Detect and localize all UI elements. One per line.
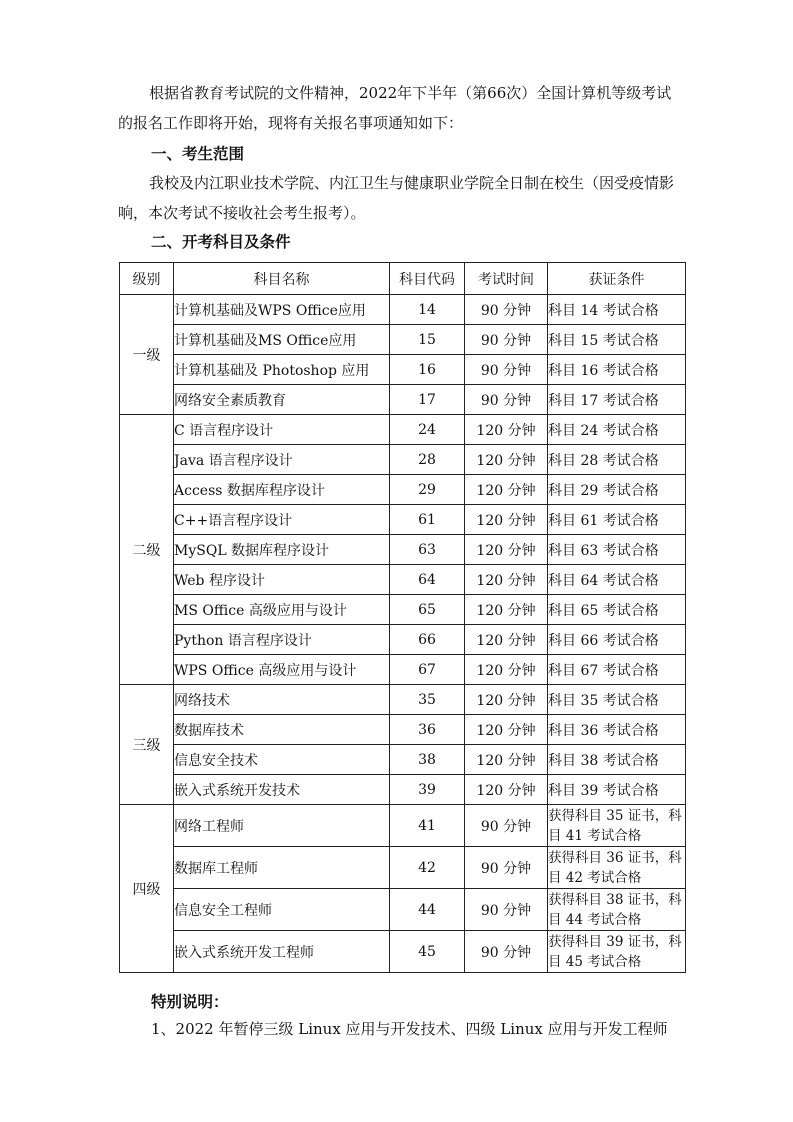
- subject-name-cell: 数据库工程师: [174, 847, 390, 889]
- subject-name-cell: 计算机基础及WPS Office应用: [174, 295, 390, 325]
- table-row: [120, 775, 686, 805]
- subject-code-cell: 36: [390, 715, 465, 745]
- table-row: [120, 625, 686, 655]
- exam-time-cell: 90 分钟: [465, 889, 548, 931]
- level-cell: 三级: [120, 685, 174, 805]
- subject-name-cell: 信息安全工程师: [174, 889, 390, 931]
- table-row: [120, 565, 686, 595]
- cert-condition-cell: 科目 24 考试合格: [548, 415, 686, 445]
- cert-condition-cell: 科目 14 考试合格: [548, 295, 686, 325]
- exam-time-cell: 120 分钟: [465, 535, 548, 565]
- subject-name-cell: 数据库技术: [174, 715, 390, 745]
- table-row: [120, 715, 686, 745]
- section-heading-subjects: 二、开考科目及条件: [151, 233, 291, 251]
- notes-heading: 特别说明：: [151, 993, 229, 1011]
- subject-code-cell: 38: [390, 745, 465, 775]
- subject-name-cell: 网络安全素质教育: [174, 385, 390, 415]
- cert-condition-cell: 获得科目 36 证书，科目 42 考试合格: [548, 847, 686, 889]
- cert-condition-cell: 获得科目 39 证书，科目 45 考试合格: [548, 931, 686, 973]
- cert-condition-cell: 科目 39 考试合格: [548, 775, 686, 805]
- exam-time-cell: 120 分钟: [465, 745, 548, 775]
- subject-name-cell: Java 语言程序设计: [174, 445, 390, 475]
- cert-condition-cell: 科目 36 考试合格: [548, 715, 686, 745]
- subject-name-cell: Access 数据库程序设计: [174, 475, 390, 505]
- subject-code-cell: 15: [390, 325, 465, 355]
- exam-time-cell: 120 分钟: [465, 775, 548, 805]
- section-heading-scope: 一、考生范围: [151, 145, 245, 163]
- cert-condition-cell: 科目 66 考试合格: [548, 625, 686, 655]
- subject-name-cell: C++语言程序设计: [174, 505, 390, 535]
- cert-condition-cell: 科目 64 考试合格: [548, 565, 686, 595]
- cert-condition-cell: 科目 67 考试合格: [548, 655, 686, 685]
- subject-name-cell: C 语言程序设计: [174, 415, 390, 445]
- header-exam-time: 考试时间: [465, 263, 548, 295]
- subject-code-cell: 45: [390, 931, 465, 973]
- cert-condition-cell: 科目 38 考试合格: [548, 745, 686, 775]
- subject-code-cell: 63: [390, 535, 465, 565]
- subject-code-cell: 67: [390, 655, 465, 685]
- subject-code-cell: 24: [390, 415, 465, 445]
- exam-time-cell: 120 分钟: [465, 715, 548, 745]
- subject-name-cell: MS Office 高级应用与设计: [174, 595, 390, 625]
- subject-code-cell: 28: [390, 445, 465, 475]
- cert-condition-cell: 获得科目 35 证书，科目 41 考试合格: [548, 805, 686, 847]
- cert-condition-cell: 科目 65 考试合格: [548, 595, 686, 625]
- exam-time-cell: 120 分钟: [465, 505, 548, 535]
- intro-paragraph: 根据省教育考试院的文件精神，2022年下半年（第66次）全国计算机等级考试的报名工作即将开始，现将有关报名事项通知如下：: [118, 84, 672, 132]
- cert-condition-cell: 获得科目 38 证书，科目 44 考试合格: [548, 889, 686, 931]
- exam-time-cell: 120 分钟: [465, 685, 548, 715]
- subject-name-cell: Python 语言程序设计: [174, 625, 390, 655]
- subject-name-cell: 计算机基础及MS Office应用: [174, 325, 390, 355]
- notes-item-1: 1、2022 年暂停三级 Linux 应用与开发技术、四级 Linux 应用与开发工程师: [151, 1020, 668, 1038]
- subject-name-cell: MySQL 数据库程序设计: [174, 535, 390, 565]
- exam-time-cell: 120 分钟: [465, 445, 548, 475]
- cert-condition-cell: 科目 28 考试合格: [548, 445, 686, 475]
- exam-time-cell: 120 分钟: [465, 475, 548, 505]
- exam-time-cell: 90 分钟: [465, 295, 548, 325]
- subject-code-cell: 14: [390, 295, 465, 325]
- header-subject-name: 科目名称: [174, 263, 390, 295]
- table-row: [120, 847, 686, 889]
- exam-time-cell: 120 分钟: [465, 415, 548, 445]
- subject-name-cell: Web 程序设计: [174, 565, 390, 595]
- subject-code-cell: 35: [390, 685, 465, 715]
- table-row: [120, 889, 686, 931]
- table-row: [120, 475, 686, 505]
- exam-time-cell: 120 分钟: [465, 655, 548, 685]
- header-cert-condition: 获证条件: [548, 263, 686, 295]
- subject-code-cell: 41: [390, 805, 465, 847]
- table-row: [120, 295, 686, 325]
- exam-time-cell: 90 分钟: [465, 355, 548, 385]
- subject-code-cell: 39: [390, 775, 465, 805]
- cert-condition-cell: 科目 35 考试合格: [548, 685, 686, 715]
- cert-condition-cell: 科目 29 考试合格: [548, 475, 686, 505]
- exam-time-cell: 120 分钟: [465, 625, 548, 655]
- level-cell: 四级: [120, 805, 174, 973]
- exam-time-cell: 120 分钟: [465, 595, 548, 625]
- subjects-table: [119, 262, 686, 973]
- exam-time-cell: 90 分钟: [465, 805, 548, 847]
- subject-name-cell: 嵌入式系统开发工程师: [174, 931, 390, 973]
- subject-code-cell: 16: [390, 355, 465, 385]
- subject-code-cell: 66: [390, 625, 465, 655]
- cert-condition-cell: 科目 16 考试合格: [548, 355, 686, 385]
- subject-code-cell: 61: [390, 505, 465, 535]
- cert-condition-cell: 科目 15 考试合格: [548, 325, 686, 355]
- table-row: [120, 385, 686, 415]
- subject-code-cell: 44: [390, 889, 465, 931]
- subject-code-cell: 17: [390, 385, 465, 415]
- subject-name-cell: WPS Office 高级应用与设计: [174, 655, 390, 685]
- exam-time-cell: 120 分钟: [465, 565, 548, 595]
- table-header-row: [120, 263, 686, 295]
- subject-name-cell: 嵌入式系统开发技术: [174, 775, 390, 805]
- level-cell: 一级: [120, 295, 174, 415]
- scope-paragraph: 我校及内江职业技术学院、内江卫生与健康职业学院全日制在校生（因受疫情影响，本次考试不接收社会考生报考）。: [118, 174, 675, 222]
- subject-name-cell: 网络技术: [174, 685, 390, 715]
- header-level: 级别: [120, 263, 174, 295]
- cert-condition-cell: 科目 17 考试合格: [548, 385, 686, 415]
- level-cell: 二级: [120, 415, 174, 685]
- header-subject-code: 科目代码: [390, 263, 465, 295]
- table-row: [120, 805, 686, 847]
- table-row: [120, 931, 686, 973]
- table-row: [120, 745, 686, 775]
- exam-time-cell: 90 分钟: [465, 931, 548, 973]
- exam-time-cell: 90 分钟: [465, 385, 548, 415]
- subject-code-cell: 64: [390, 565, 465, 595]
- exam-time-cell: 90 分钟: [465, 325, 548, 355]
- table-row: [120, 535, 686, 565]
- subject-code-cell: 65: [390, 595, 465, 625]
- subject-name-cell: 计算机基础及 Photoshop 应用: [174, 355, 390, 385]
- table-row: [120, 415, 686, 445]
- table-row: [120, 325, 686, 355]
- table-row: [120, 685, 686, 715]
- subject-code-cell: 42: [390, 847, 465, 889]
- table-body: [120, 295, 686, 973]
- table-row: [120, 655, 686, 685]
- table-row: [120, 445, 686, 475]
- table-row: [120, 505, 686, 535]
- table-row: [120, 595, 686, 625]
- subject-code-cell: 29: [390, 475, 465, 505]
- exam-time-cell: 90 分钟: [465, 847, 548, 889]
- subject-name-cell: 网络工程师: [174, 805, 390, 847]
- table-row: [120, 355, 686, 385]
- cert-condition-cell: 科目 61 考试合格: [548, 505, 686, 535]
- subject-name-cell: 信息安全技术: [174, 745, 390, 775]
- cert-condition-cell: 科目 63 考试合格: [548, 535, 686, 565]
